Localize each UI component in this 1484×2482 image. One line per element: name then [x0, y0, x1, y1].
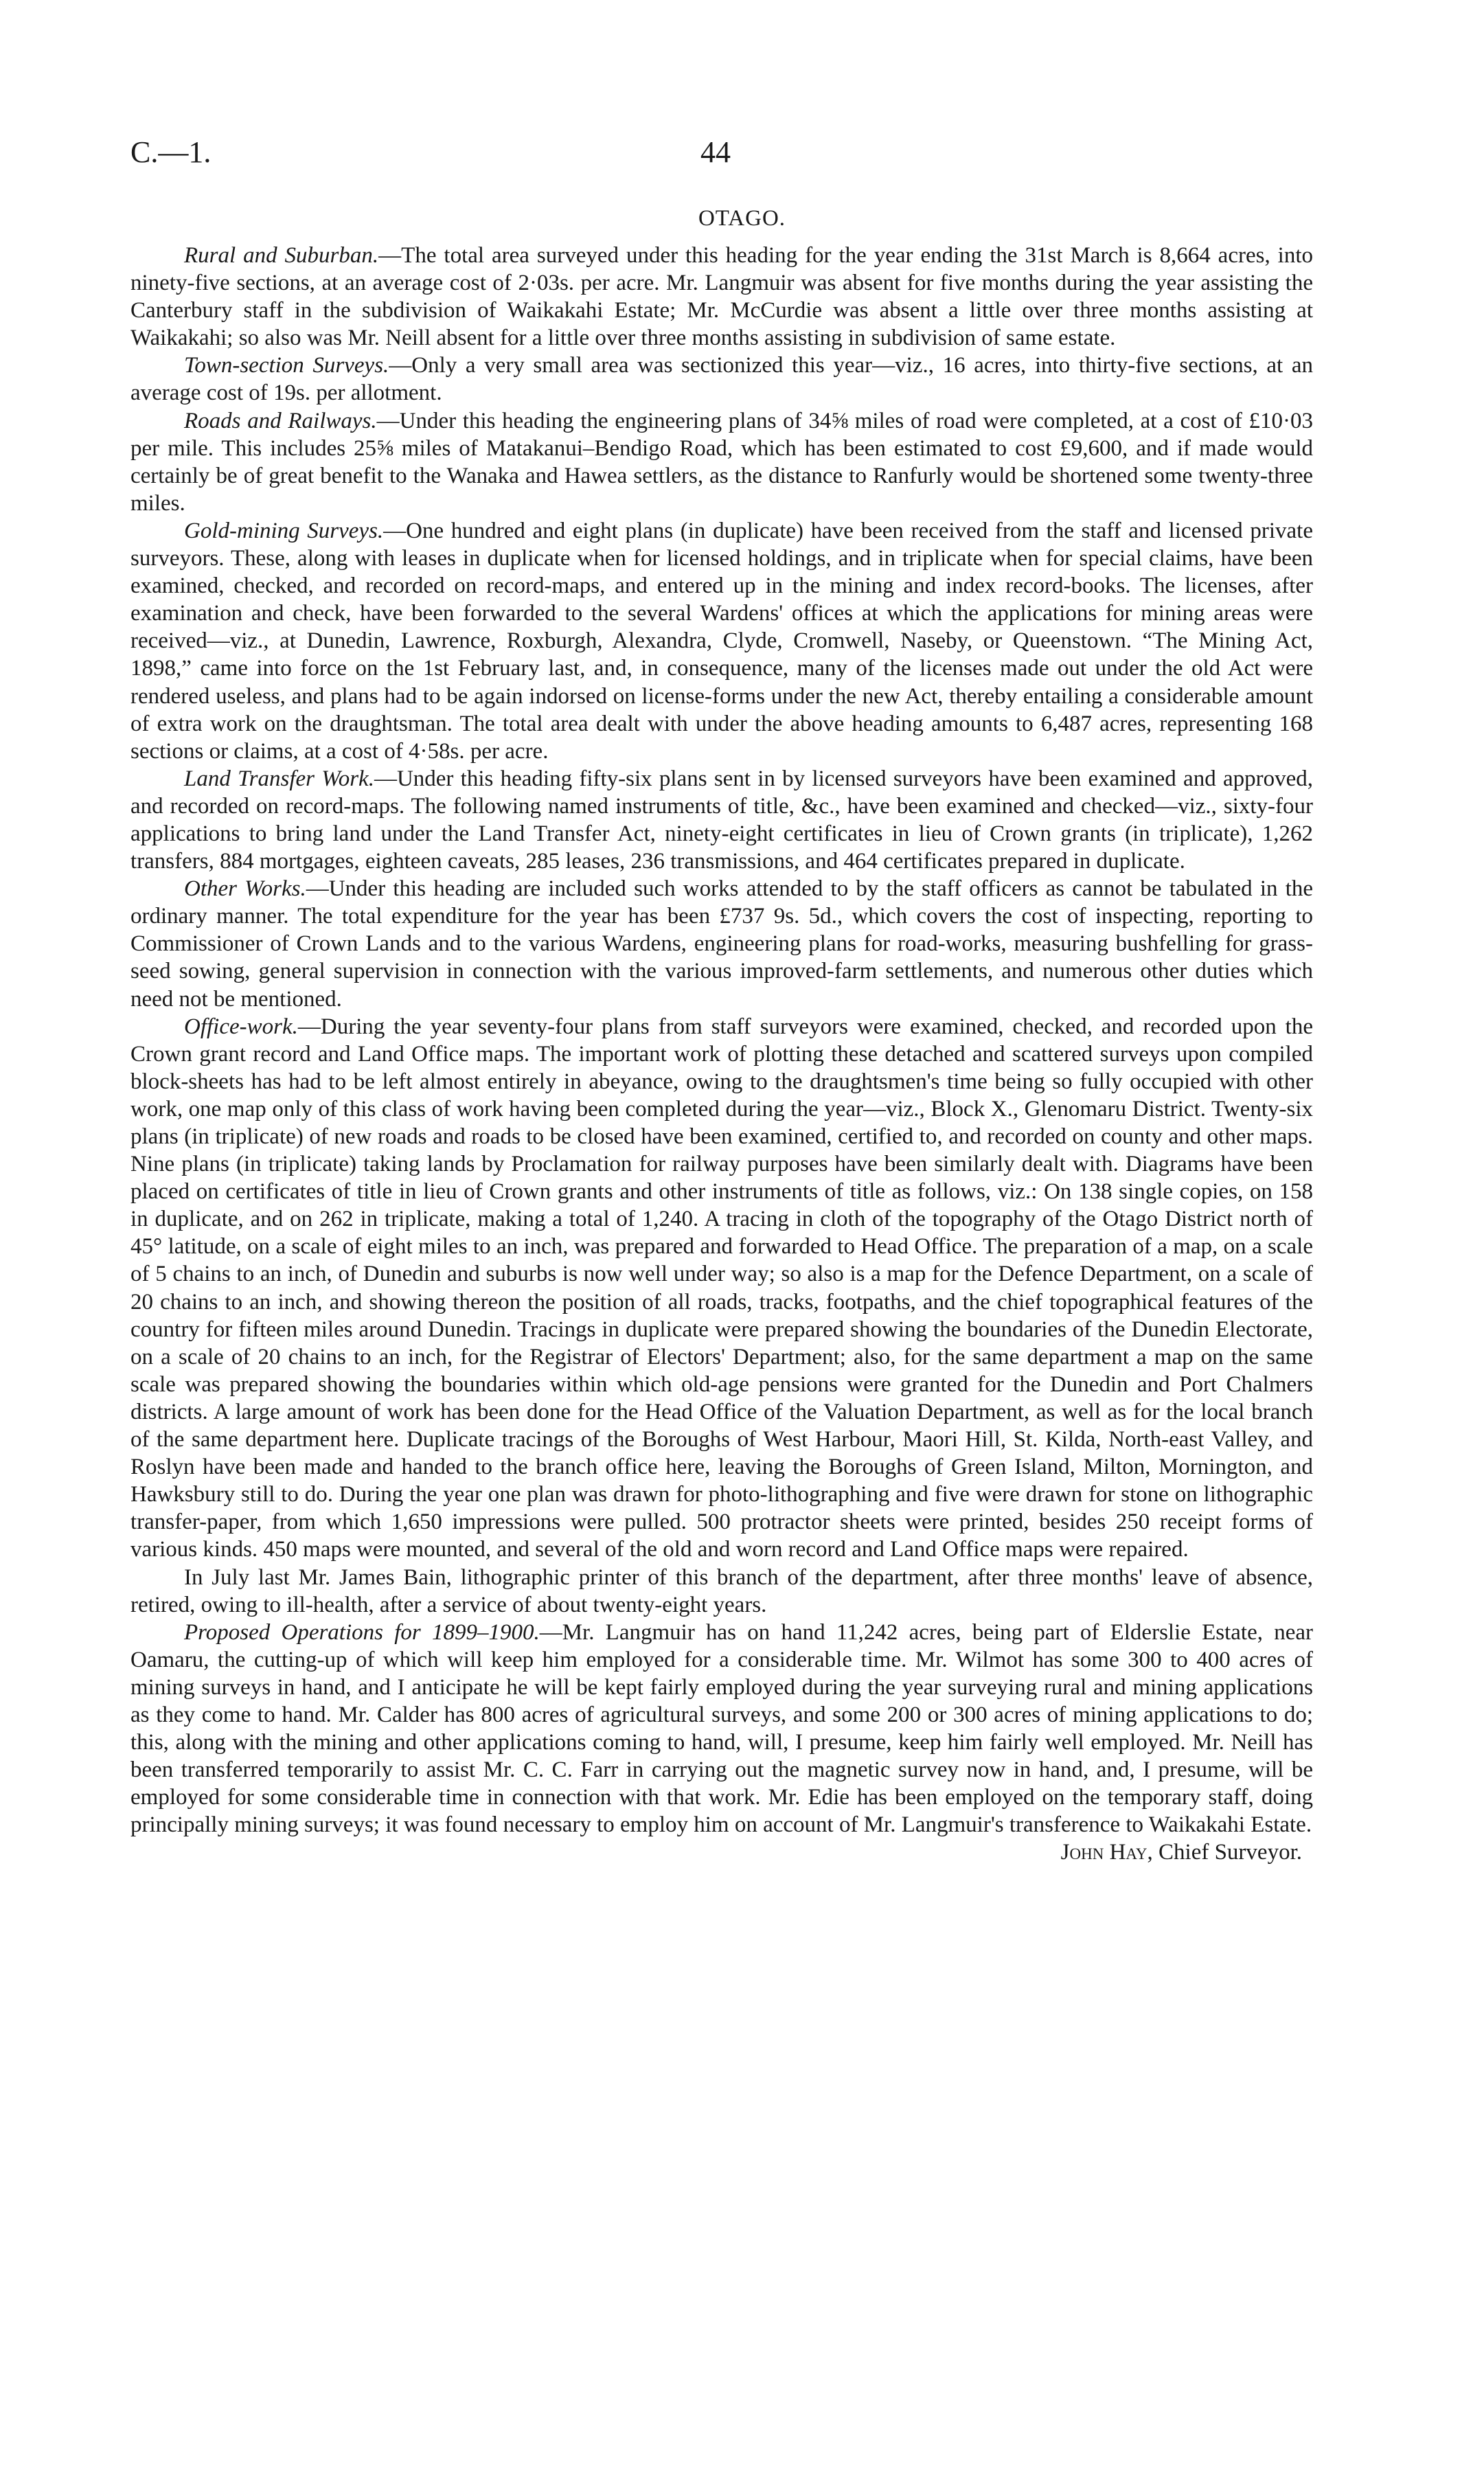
paragraph-text: —Mr. Langmuir has on hand 11,242 acres, being part of Elderslie Estate, near Oamaru, the cutting-up of which will keep him employed for a considerable time. Mr. Wilmot has some 300 to 400 acres of mining surveys in hand, and I anticipate he will be kept fairly employed during the year surveying rural and mining applications as they come to hand. Mr. Calder has 800 acres of agricultural surveys, and some 200 or 300 acres of mining applications to do; this, along with the mining and other applications coming to hand, will, I presume, keep him fairly well employed. Mr. Neill has been transferred temporarily to assist Mr. C. C. Farr in carrying out the magnetic survey now in hand, and, I presume, will be employed for some considerable time in connection with that work. Mr. Edie has been employed on the temporary staff, doing principally mining surveys; it was found necessary to employ him on account of Mr. Langmuir's transference to Waikakahi Estate.	[130, 1619, 1314, 1838]
document-reference: C.—1.	[130, 135, 212, 169]
paragraph-roads	[130, 407, 1313, 517]
paragraph-proposed-operations	[130, 1619, 1314, 1865]
run-in-heading: Proposed Operations for 1899–1900.	[184, 1619, 540, 1645]
run-in-heading: Roads and Railways.	[184, 408, 377, 433]
paragraph-land-transfer	[130, 765, 1313, 875]
signature	[1007, 1838, 1302, 1866]
paragraph-text: —Under this heading fifty-six plans sent in by licensed surveyors have been examined and approved, and recorded on record-maps. The following named instruments of title, &c., have been examined and checked—viz., sixty-four applications to bring land under the Land Transfer Act, ninety-eight certificates in lieu of Crown grants (in triplicate), 1,262 transfers, 884 mortgages, eighteen caveats, 285 leases, 236 transmissions, and 464 certificates prepared in duplicate.	[130, 766, 1313, 874]
signature-name: John Hay	[1060, 1840, 1148, 1865]
paragraph-text: —The total area surveyed under this heading for the year ending the 31st March is 8,664 acres, into ninety-five sections, at an average cost of 2·03s. per acre. Mr. Langmuir was absent for five months during the year assisting the Canterbury staff in the subdivision of Waikakahi Estate; Mr. McCurdie was absent a little over three months assisting at Waikakahi; so also was Mr. Neill absent for a little over three months assisting in subdivision of same estate.	[130, 243, 1313, 351]
paragraph-text: —Under this heading are included such works attended to by the staff officers as cannot be tabulated in the ordinary manner. The total expenditure for the year has been £737 9s. 5d., which covers the cost of inspecting, reporting to Commissioner of Crown Lands and to the various Wardens, engineering plans for road-works, measuring bushfelling for grass-seed sowing, general supervision in connection with the various improved-farm settlements, and numerous other duties which need not be mentioned.	[130, 876, 1314, 1012]
paragraph-other-works	[130, 875, 1313, 1012]
document-body	[130, 242, 1313, 1867]
paragraph-bain-retirement	[130, 1564, 1313, 1619]
page-number: 44	[700, 135, 731, 169]
paragraph-text: —Only a very small area was sectionized this year—viz., 16 acres, into thirty-five sections, at an average cost of 19s. per allotment.	[130, 353, 1313, 406]
paragraph-text: —Under this heading the engineering plans of 34⅝ miles of road were completed, at a cost of £10·03 per mile. This includes 25⅝ miles of Matakanui–Bendigo Road, which has been estimated to cost £9,600, and if made would certainly be of great benefit to the Wanaka and Hawea settlers, as the distance to Ranfurly would be shortened some twenty-three miles.	[130, 408, 1314, 516]
signature-title: , Chief Surveyor.	[1147, 1840, 1302, 1865]
run-in-heading: Land Transfer Work.	[184, 766, 374, 791]
run-in-heading: Other Works.	[184, 876, 306, 902]
run-in-heading: Rural and Suburban.	[184, 243, 379, 268]
paragraph-text: —One hundred and eight plans (in duplicate) have been received from the staff and licensed private surveyors. These, along with leases in duplicate when for licensed holdings, and in triplicate when for special claims, have been examined, checked, and recorded on record-maps, and entered up in the mining and index record-books. The licenses, after examination and check, have been forwarded to the several Wardens' offices at which the applications for mining areas were received—viz., at Dunedin, Lawrence, Roxburgh, Alexandra, Clyde, Cromwell, Naseby, or Queenstown. “The Mining Act, 1898,” came into force on the 1st February last, and, in consequence, many of the licenses made out under the old Act were rendered useless, and plans had to be again indorsed on license-forms under the new Act, thereby entailing a considerable amount of extra work on the draughtsman. The total area dealt with under the above heading amounts to 6,487 acres, representing 168 sections or claims, at a cost of 4·58s. per acre.	[130, 518, 1313, 764]
paragraph-text: —During the year seventy-four plans from staff surveyors were examined, checked, and recorded upon the Crown grant record and Land Office maps. The important work of plotting these detached and scattered surveys upon compiled block-sheets has had to be left almost entirely in abeyance, owing to the draughtsmen's time being so fully occupied with other work, one map only of this class of work having been completed during the year—viz., Block X., Glenomaru District. Twenty-six plans (in triplicate) of new roads and roads to be closed have been examined, certified to, and recorded on county and other maps. Nine plans (in triplicate) taking lands by Proclamation for railway purposes have been similarly dealt with. Diagrams have been placed on certificates of title in lieu of Crown grants and other instruments of title as follows, viz.: On 138 single copies, on 158 in duplicate, and on 262 in triplicate, making a total of 1,240. A tracing in cloth of the topography of the Otago District north of 45° latitude, on a scale of eight miles to an inch, was prepared and forwarded to Head Office. The preparation of a map, on a scale of 5 chains to an inch, of Dunedin and suburbs is now well under way; so also is a map for the Defence Department, on a scale of 20 chains to an inch, and showing thereon the position of all roads, tracks, footpaths, and the chief topographical features of the country for fifteen miles around Dunedin. Tracings in duplicate were prepared showing the boundaries of the Dunedin Electorate, on a scale of 20 chains to an inch, for the Registrar of Electors' Department; also, for the same department a map on the same scale was prepared showing the boundaries within which old-age pensions were granted for the Dunedin and Port Chalmers districts. A large amount of work has been done for the Head Office of the Valuation Department, as well as for the local branch of the same department here. Duplicate tracings of the Boroughs of West Harbour, Maori Hill, St. Kilda, North-east Valley, and Roslyn have been made and handed to the branch office here, leaving the Boroughs of Green Island, Milton, Mornington, and Hawksbury still to do. During the year one plan was drawn for photo-lithographing and five were drawn for stone on lithographic transfer-paper, from which 1,650 impressions were pulled. 500 protractor sheets were printed, besides 250 receipt forms of various kinds. 450 maps were mounted, and several of the old and worn record and Land Office maps were repaired.	[130, 1014, 1313, 1562]
paragraph-gold-mining	[130, 517, 1313, 765]
section-title: OTAGO.	[698, 206, 786, 231]
run-in-heading: Town-section Surveys.	[184, 353, 389, 378]
paragraph-text: In July last Mr. James Bain, lithographic printer of this branch of the department, after three months' leave of absence, retired, owing to ill-health, after a service of about twenty-eight years.	[130, 1564, 1313, 1617]
page-header	[130, 135, 1367, 176]
paragraph-office-work	[130, 1013, 1313, 1564]
run-in-heading: Office-work.	[184, 1014, 298, 1039]
run-in-heading: Gold-mining Surveys.	[184, 518, 384, 543]
paragraph-town-section	[130, 352, 1313, 407]
paragraph-rural	[130, 242, 1313, 352]
